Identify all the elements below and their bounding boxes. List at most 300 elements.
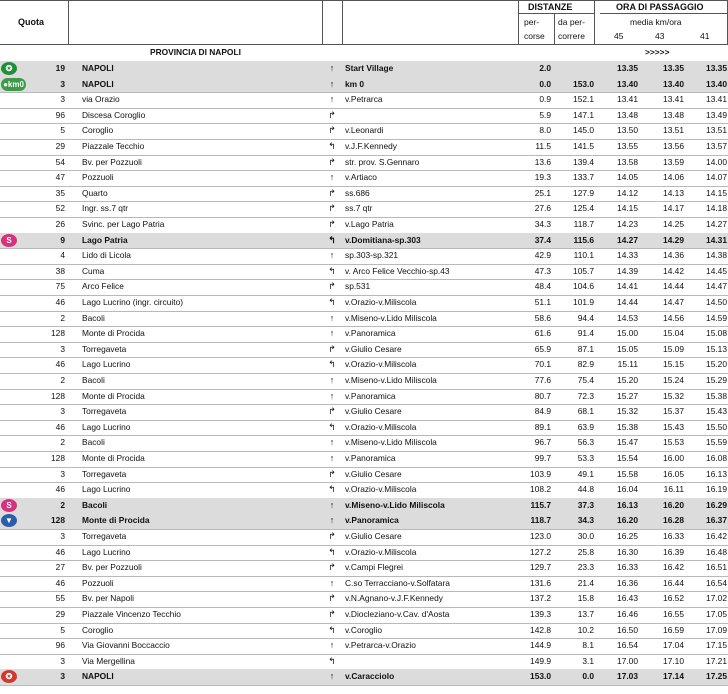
time-45: 16.13: [617, 499, 638, 510]
time-45: 13.48: [617, 109, 638, 120]
time-45: 13.41: [617, 94, 638, 105]
table-row: [0, 357, 728, 374]
distance-remaining: 37.3: [577, 499, 594, 510]
road: v.Orazio-v.Miliscola: [345, 484, 417, 495]
time-41: 16.19: [706, 484, 727, 495]
road: v.Giulio Cesare: [345, 531, 402, 541]
time-43: 14.17: [663, 203, 684, 214]
distance-covered: 42.9: [534, 250, 551, 261]
time-41: 16.37: [706, 515, 727, 526]
distance-covered: 61.6: [534, 328, 551, 339]
time-41: 13.51: [706, 125, 727, 136]
table-row: [0, 295, 728, 312]
time-45: 16.25: [617, 531, 638, 541]
time-43: 14.47: [663, 297, 684, 307]
direction-arrow-icon: ↱: [328, 468, 336, 479]
direction-arrow-icon: ↑: [329, 437, 335, 448]
distance-remaining: 118.7: [573, 219, 594, 229]
time-43: 14.29: [663, 234, 684, 245]
time-45: 14.39: [617, 265, 638, 276]
time-45: 16.36: [617, 577, 638, 588]
location: Lago Lucrino: [82, 484, 131, 495]
distance-covered: 13.6: [534, 156, 551, 167]
location: Piazzale Tecchio: [82, 141, 145, 151]
location: Lago Lucrino: [82, 421, 131, 432]
distance-remaining: 10.2: [577, 624, 594, 635]
distance-covered: 8.0: [539, 125, 551, 136]
distance-remaining: 23.3: [577, 562, 594, 573]
time-41: 17.02: [706, 593, 727, 604]
table-row: [0, 451, 728, 468]
direction-arrow-icon: ↑: [329, 63, 335, 73]
distance-remaining: 125.4: [573, 203, 594, 214]
time-45: 15.05: [617, 343, 638, 354]
distance-covered: 129.7: [530, 562, 551, 573]
distance-remaining: 94.4: [577, 312, 594, 323]
distance-covered: 131.6: [530, 577, 551, 588]
altitude: 29: [55, 609, 65, 619]
time-43: 13.40: [663, 78, 684, 89]
altitude: 96: [55, 640, 65, 651]
time-43: 16.52: [663, 593, 684, 604]
direction-arrow-icon: ↰: [328, 546, 336, 557]
time-43: 15.43: [663, 421, 684, 432]
altitude: 46: [55, 297, 65, 307]
time-41: 13.35: [706, 63, 727, 73]
distance-covered: 142.8: [530, 624, 551, 635]
distance-covered: 11.5: [535, 141, 551, 151]
direction-arrow-icon: ↑: [329, 328, 335, 339]
location: Monte di Procida: [82, 390, 145, 401]
time-41: 16.08: [706, 453, 727, 463]
distance-covered: 137.2: [530, 593, 551, 604]
location: Lido di Licola: [82, 250, 131, 261]
time-41: 15.13: [706, 343, 727, 354]
distance-covered: 34.3: [534, 219, 551, 229]
distance-covered: 153.0: [530, 671, 551, 682]
direction-arrow-icon: ↱: [328, 281, 336, 292]
time-41: 15.38: [706, 390, 727, 401]
road: ss.7 qtr: [345, 203, 373, 214]
time-41: 13.40: [706, 78, 727, 89]
direction-arrow-icon: ↱: [328, 593, 336, 604]
distance-covered: 47.3: [534, 265, 551, 276]
distance-remaining: 30.0: [577, 531, 594, 541]
time-45: 14.05: [617, 172, 638, 183]
time-41: 14.59: [706, 312, 727, 323]
direction-arrow-icon: ↱: [328, 609, 336, 619]
direction-arrow-icon: ↑: [329, 250, 335, 261]
time-41: 15.59: [706, 437, 727, 448]
time-45: 16.30: [617, 546, 638, 557]
road: v. Arco Felice Vecchio-sp.43: [345, 265, 450, 276]
stage-icon-glyph: ▼: [5, 516, 13, 526]
location: Torregaveta: [82, 406, 127, 417]
distance-covered: 0.0: [539, 78, 551, 89]
road: v.Miseno-v.Lido Miliscola: [345, 375, 437, 385]
road: v.Artiaco: [345, 172, 377, 183]
distance-remaining: 133.7: [573, 172, 594, 183]
distance-covered: 139.3: [530, 609, 551, 619]
quota-header: Quota: [18, 17, 44, 27]
road: ss.686: [345, 187, 370, 198]
table-row: [0, 186, 728, 203]
distance-remaining: 75.4: [577, 375, 594, 385]
distance-covered: 2.0: [539, 63, 551, 73]
table-row: [0, 201, 728, 218]
direction-arrow-icon: ↱: [328, 125, 336, 136]
location: Lago Patria: [82, 234, 128, 245]
time-43: 14.13: [663, 187, 684, 198]
table-header: [0, 0, 728, 45]
time-45: 13.40: [617, 78, 638, 89]
provincia-arrows: >>>>>: [645, 47, 670, 57]
time-43: 16.55: [663, 609, 684, 619]
distance-covered: 149.9: [530, 655, 551, 666]
time-43: 16.05: [663, 468, 684, 479]
altitude: 46: [55, 421, 65, 432]
distance-remaining: 0.0: [582, 671, 594, 682]
location: Pozzuoli: [82, 172, 114, 183]
altitude: 128: [51, 328, 65, 339]
time-43: 16.11: [663, 484, 684, 495]
time-45: 14.53: [617, 312, 638, 323]
road: v.Caracciolo: [345, 671, 395, 682]
direction-arrow-icon: ↰: [328, 484, 336, 495]
time-43: 13.35: [663, 63, 684, 73]
time-41: 13.57: [706, 141, 727, 151]
road: v.Panoramica: [345, 453, 396, 463]
altitude: 4: [60, 250, 65, 261]
location: NAPOLI: [82, 63, 114, 73]
distance-covered: 118.7: [530, 515, 551, 526]
road: v.Campi Flegrei: [345, 562, 404, 573]
greenpill-stage-icon: [1, 78, 26, 91]
altitude: 47: [55, 172, 65, 183]
road: v.Petrarca: [345, 94, 383, 105]
direction-arrow-icon: ↑: [329, 640, 335, 651]
road: v.Petrarca-v.Orazio: [345, 640, 416, 651]
direction-arrow-icon: ↰: [328, 359, 336, 370]
time-45: 15.58: [617, 468, 638, 479]
time-41: 16.13: [706, 468, 727, 479]
table-row: [0, 498, 728, 515]
altitude: 96: [55, 109, 65, 120]
table-row: [0, 233, 728, 250]
location: Svinc. per Lago Patria: [82, 219, 165, 229]
time-41: 15.43: [706, 406, 727, 417]
time-45: 17.03: [617, 671, 638, 682]
direction-arrow-icon: ↑: [329, 390, 335, 401]
altitude: 46: [55, 484, 65, 495]
direction-arrow-icon: ↱: [328, 109, 336, 120]
time-45: 13.35: [617, 63, 638, 73]
time-45: 16.33: [617, 562, 638, 573]
location: Bv. per Pozzuoli: [82, 562, 142, 573]
table-row: [0, 654, 728, 671]
table-row: [0, 217, 728, 234]
time-43: 13.48: [663, 109, 684, 120]
location: Coroglio: [82, 624, 114, 635]
road: v.Orazio-v.Miliscola: [345, 297, 417, 307]
table-row: [0, 77, 728, 94]
table-row: [0, 420, 728, 437]
distance-remaining: 56.3: [577, 437, 594, 448]
altitude: 2: [60, 499, 65, 510]
table-row: [0, 170, 728, 187]
table-row: [0, 404, 728, 421]
time-41: 16.42: [706, 531, 727, 541]
table-row: [0, 435, 728, 452]
time-45: 15.47: [617, 437, 638, 448]
time-43: 13.41: [663, 94, 684, 105]
road: v.Coroglio: [345, 624, 383, 635]
road: sp.531: [345, 281, 371, 292]
time-41: 14.47: [706, 281, 727, 292]
altitude: 46: [55, 577, 65, 588]
direction-arrow-icon: ↰: [328, 624, 336, 635]
road: v.Panoramica: [345, 328, 396, 339]
table-row: [0, 311, 728, 328]
location: Torregaveta: [82, 531, 127, 541]
distance-remaining: 44.8: [577, 484, 594, 495]
table-row: [0, 342, 728, 359]
altitude: 75: [55, 281, 65, 292]
distance-remaining: 3.1: [582, 655, 594, 666]
distance-remaining: 147.1: [573, 109, 594, 120]
time-43: 13.51: [663, 125, 684, 136]
distance-remaining: 68.1: [577, 406, 594, 417]
time-43: 14.36: [663, 250, 684, 261]
time-43: 14.25: [663, 219, 684, 229]
time-43: 16.28: [663, 515, 684, 526]
direction-arrow-icon: ↱: [328, 203, 336, 214]
time-45: 17.00: [617, 655, 638, 666]
table-row: [0, 467, 728, 484]
distance-remaining: 63.9: [577, 421, 594, 432]
speed-43-header: 43: [655, 31, 665, 41]
location: Lago Lucrino: [82, 359, 131, 370]
percorrere-header-1: da per-: [558, 17, 585, 27]
time-43: 17.14: [663, 671, 684, 682]
altitude: 19: [55, 63, 65, 73]
location: Lago Lucrino (ingr. circuito): [82, 297, 184, 307]
road: v.Giulio Cesare: [345, 406, 402, 417]
time-45: 13.50: [617, 125, 638, 136]
blue-stage-icon: [1, 514, 17, 527]
distance-covered: 127.2: [530, 546, 551, 557]
time-43: 14.42: [663, 265, 684, 276]
time-41: 17.15: [706, 640, 727, 651]
direction-arrow-icon: ↱: [328, 343, 336, 354]
time-45: 14.12: [617, 187, 638, 198]
time-41: 15.29: [706, 375, 727, 385]
altitude: 9: [60, 234, 65, 245]
altitude: 128: [51, 515, 65, 526]
location: Piazzale Vincenzo Tecchio: [82, 609, 181, 619]
time-43: 15.15: [663, 359, 684, 370]
time-45: 16.50: [617, 624, 638, 635]
distance-remaining: 53.3: [577, 453, 594, 463]
time-45: 14.44: [617, 297, 638, 307]
table-row: [0, 482, 728, 499]
location: Via Mergellina: [82, 655, 135, 666]
pink-stage-icon: [1, 499, 17, 512]
time-43: 14.56: [663, 312, 684, 323]
distance-covered: 51.1: [534, 297, 551, 307]
table-row: [0, 139, 728, 156]
time-43: 16.33: [663, 531, 684, 541]
time-43: 15.09: [663, 343, 684, 354]
time-41: 15.08: [706, 328, 727, 339]
stage-icon-glyph: ✪: [5, 672, 13, 682]
road: v.Orazio-v.Miliscola: [345, 421, 417, 432]
altitude: 3: [60, 468, 65, 479]
altitude: 27: [55, 562, 65, 573]
time-45: 15.00: [617, 328, 638, 339]
altitude: 55: [55, 593, 65, 604]
distance-remaining: 110.1: [573, 250, 594, 261]
time-43: 15.32: [663, 390, 684, 401]
road: v.Giulio Cesare: [345, 468, 402, 479]
distance-covered: 144.9: [530, 640, 551, 651]
location: Torregaveta: [82, 343, 127, 354]
direction-arrow-icon: ↑: [329, 499, 335, 510]
time-43: 17.10: [663, 655, 684, 666]
time-41: 16.48: [706, 546, 727, 557]
altitude: 54: [55, 156, 65, 167]
table-row: [0, 92, 728, 109]
distance-covered: 89.1: [534, 421, 551, 432]
location: Bacoli: [82, 499, 108, 510]
distance-remaining: 105.7: [573, 265, 594, 276]
distance-covered: 58.6: [534, 312, 551, 323]
distance-remaining: 115.6: [573, 234, 594, 245]
location: Lago Lucrino: [82, 546, 131, 557]
location: Ingr. ss.7 qtr: [82, 203, 129, 214]
road: v.Diocleziano-v.Cav. d'Aosta: [345, 609, 450, 619]
time-45: 16.20: [617, 515, 638, 526]
distanze-header: DISTANZE: [528, 2, 573, 12]
road: v.Miseno-v.Lido Miliscola: [345, 437, 437, 448]
stage-icon-glyph: ●km0: [3, 79, 24, 89]
location: Torregaveta: [82, 468, 127, 479]
table-row: [0, 61, 728, 78]
location: Coroglio: [82, 125, 114, 136]
time-43: 15.24: [663, 375, 684, 385]
altitude: 128: [51, 453, 65, 463]
time-43: 13.59: [663, 156, 684, 167]
distance-remaining: 139.4: [573, 156, 594, 167]
speed-41-header: 41: [700, 31, 710, 41]
percorse-header-2: corse: [524, 31, 545, 41]
location: via Orazio: [82, 94, 120, 105]
direction-arrow-icon: ↑: [329, 453, 335, 463]
road: v.Panoramica: [345, 390, 396, 401]
stage-icon-glyph: ✪: [5, 64, 13, 73]
distance-remaining: 152.1: [573, 94, 594, 105]
location: Pozzuoli: [82, 577, 114, 588]
distance-remaining: 49.1: [577, 468, 594, 479]
distance-covered: 65.9: [534, 343, 551, 354]
distance-covered: 25.1: [534, 187, 551, 198]
distance-remaining: 8.1: [582, 640, 594, 651]
time-45: 14.23: [617, 219, 638, 229]
distance-covered: 123.0: [530, 531, 551, 541]
time-43: 14.44: [663, 281, 684, 292]
table-row: [0, 326, 728, 343]
road: v.J.F.Kennedy: [345, 141, 397, 151]
altitude: 5: [60, 125, 65, 136]
location: Cuma: [82, 265, 105, 276]
altitude: 5: [60, 624, 65, 635]
location: Monte di Procida: [82, 515, 150, 526]
time-45: 14.33: [617, 250, 638, 261]
altitude: 38: [55, 265, 65, 276]
distance-covered: 103.9: [530, 468, 551, 479]
road: sp.303-sp.321: [345, 250, 399, 261]
altitude: 3: [60, 94, 65, 105]
road: v.Orazio-v.Miliscola: [345, 359, 417, 370]
time-45: 16.43: [617, 593, 638, 604]
time-41: 17.21: [706, 655, 727, 666]
distance-remaining: 25.8: [577, 546, 594, 557]
location: Discesa Coroglio: [82, 109, 146, 120]
time-43: 16.42: [663, 562, 684, 573]
road: v.Domitiana-sp.303: [345, 234, 421, 245]
distance-remaining: 153.0: [573, 78, 594, 89]
time-41: 13.41: [706, 94, 727, 105]
direction-arrow-icon: ↱: [328, 562, 336, 573]
time-45: 15.54: [617, 453, 638, 463]
distance-remaining: 15.8: [577, 593, 594, 604]
table-row: [0, 545, 728, 562]
location: Bacoli: [82, 437, 105, 448]
altitude: 29: [55, 141, 65, 151]
time-41: 17.25: [706, 671, 727, 682]
percorse-header-1: per-: [524, 17, 540, 27]
time-41: 14.31: [706, 234, 727, 245]
time-43: 16.39: [663, 546, 684, 557]
direction-arrow-icon: ↑: [329, 312, 335, 323]
location: NAPOLI: [82, 671, 114, 682]
location: Quarto: [82, 187, 108, 198]
time-43: 16.00: [663, 453, 684, 463]
road: km 0: [345, 78, 365, 89]
road: v.Orazio-v.Miliscola: [345, 546, 417, 557]
time-41: 14.07: [706, 172, 727, 183]
direction-arrow-icon: ↱: [328, 156, 336, 167]
direction-arrow-icon: ↱: [328, 219, 336, 229]
altitude: 3: [60, 406, 65, 417]
altitude: 46: [55, 359, 65, 370]
time-41: 17.09: [706, 624, 727, 635]
altitude: 3: [60, 655, 65, 666]
location: Arco Felice: [82, 281, 124, 292]
location: Monte di Procida: [82, 328, 145, 339]
time-41: 14.27: [706, 219, 727, 229]
direction-arrow-icon: ↑: [329, 94, 335, 105]
table-row: [0, 529, 728, 546]
direction-arrow-icon: ↰: [328, 234, 336, 245]
road: v.N.Agnano-v.J.F.Kennedy: [345, 593, 443, 604]
time-43: 16.44: [663, 577, 684, 588]
distance-remaining: 101.9: [573, 297, 594, 307]
table-row: [0, 373, 728, 390]
green-stage-icon: [1, 62, 17, 75]
distance-covered: 77.6: [534, 375, 551, 385]
distance-covered: 70.1: [534, 359, 551, 370]
